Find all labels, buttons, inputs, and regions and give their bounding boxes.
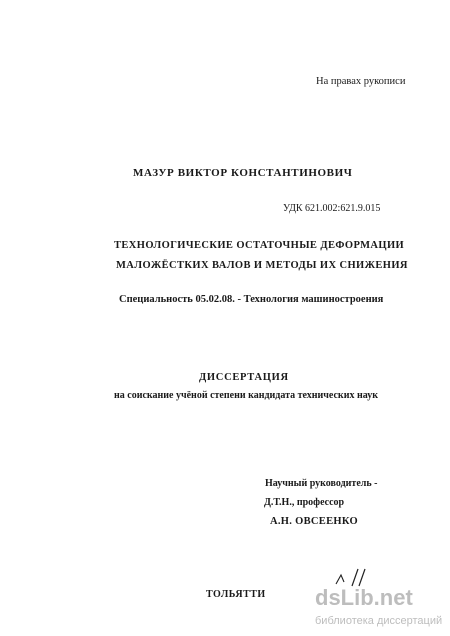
city: ТОЛЬЯТТИ xyxy=(206,589,266,600)
watermark-text: библиотека диссертаций xyxy=(315,615,443,627)
supervisor-degree: Д.Т.Н., профессор xyxy=(264,497,345,508)
thesis-title-line-1: ТЕХНОЛОГИЧЕСКИЕ ОСТАТОЧНЫЕ ДЕФОРМАЦИИ xyxy=(114,240,405,251)
thesis-title-line-2: МАЛОЖЁСТКИХ ВАЛОВ И МЕТОДЫ ИХ СНИЖЕНИЯ xyxy=(116,260,408,271)
specialty: Специальность 05.02.08. - Технология машиностроения xyxy=(119,294,384,305)
watermark-logo: dsLib.net xyxy=(315,585,413,610)
supervisor-name: А.Н. ОВСЕЕНКО xyxy=(270,516,358,527)
supervisor-role: Научный руководитель - xyxy=(265,478,378,489)
header-note: На правах рукописи xyxy=(316,76,406,87)
dissertation-heading: ДИССЕРТАЦИЯ xyxy=(199,372,289,383)
watermark xyxy=(315,585,445,633)
author-name: МАЗУР ВИКТОР КОНСТАНТИНОВИЧ xyxy=(133,167,353,179)
dissertation-subtitle: на соискание учёной степени кандидата технических наук xyxy=(114,390,378,401)
udk-code: УДК 621.002:621.9.015 xyxy=(283,203,381,214)
